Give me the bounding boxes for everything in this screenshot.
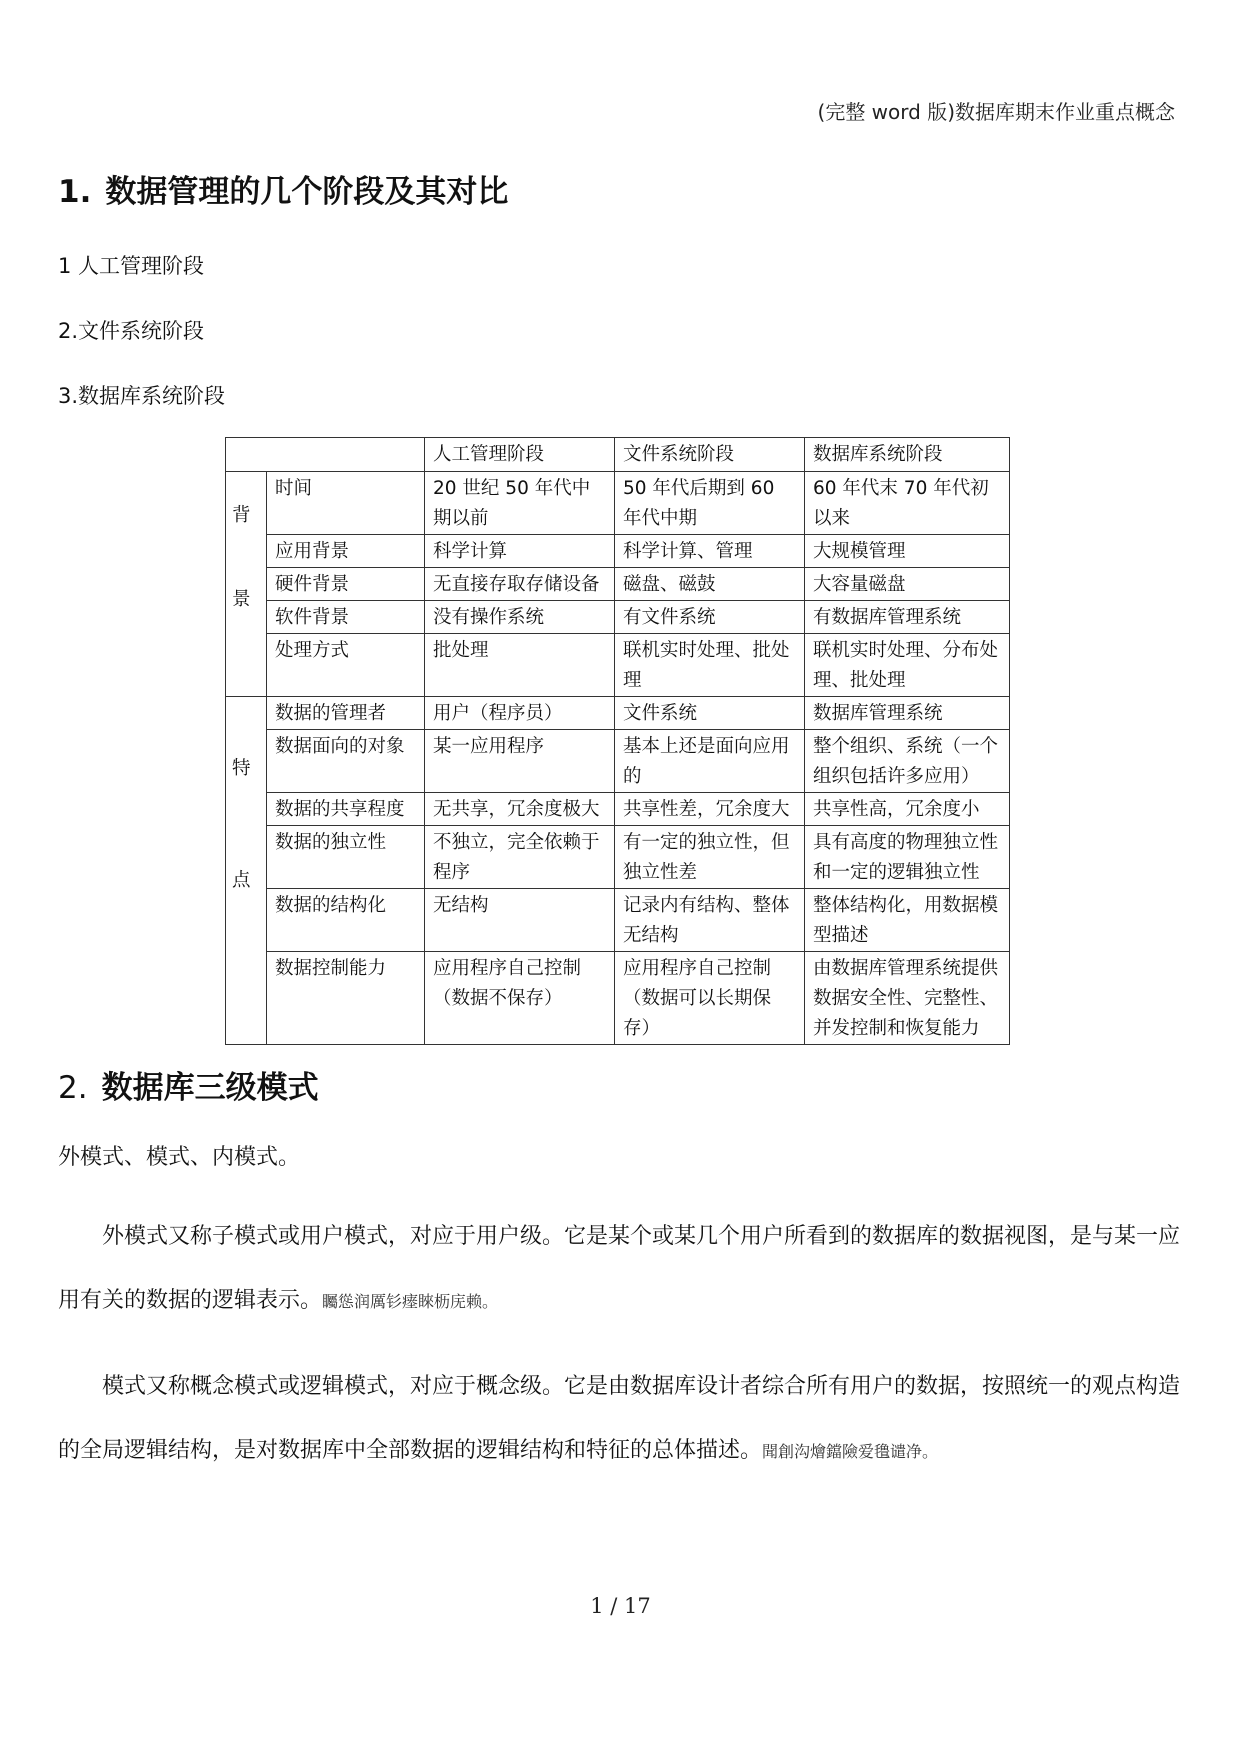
row-label: 数据控制能力 [267, 952, 425, 1045]
table-cell: 联机实时处理、批处理 [615, 634, 805, 697]
table-header-row [226, 438, 1010, 472]
row-label: 应用背景 [267, 535, 425, 568]
row-label: 数据的管理者 [267, 697, 425, 730]
table-cell: 批处理 [425, 634, 615, 697]
table-row [226, 601, 1010, 634]
table-cell: 20 世纪 50 年代中期以前 [425, 472, 615, 535]
table-cell: 共享性差，冗余度大 [615, 793, 805, 826]
stage-item-1: 1 人工管理阶段 [58, 254, 205, 278]
table-cell: 有文件系统 [615, 601, 805, 634]
row-label: 数据的独立性 [267, 826, 425, 889]
table-cell: 由数据库管理系统提供数据安全性、完整性、并发控制和恢复能力 [805, 952, 1010, 1045]
running-header: (完整 word 版)数据库期末作业重点概念 [817, 100, 1175, 124]
page-number: 1 / 17 [590, 1594, 651, 1618]
row-label: 数据面向的对象 [267, 730, 425, 793]
table-cell: 有一定的独立性，但独立性差 [615, 826, 805, 889]
external-schema-paragraph [58, 1205, 1198, 1334]
table-cell: 大容量磁盘 [805, 568, 1010, 601]
table-row [226, 730, 1010, 793]
row-label: 时间 [267, 472, 425, 535]
group-label-background: 背 景 [226, 472, 267, 697]
table-cell: 数据库管理系统 [805, 697, 1010, 730]
header-cell-db: 数据库系统阶段 [805, 438, 1010, 472]
table-cell: 有数据库管理系统 [805, 601, 1010, 634]
stage-item-2: 2.文件系统阶段 [58, 319, 205, 343]
table-row [226, 793, 1010, 826]
comparison-table [225, 437, 1010, 1045]
table-cell: 整个组织、系统（一个组织包括许多应用） [805, 730, 1010, 793]
table-cell: 无结构 [425, 889, 615, 952]
table-row [226, 889, 1010, 952]
schema-intro: 外模式、模式、内模式。 [58, 1145, 301, 1170]
external-schema-text: 外模式又称子模式或用户模式，对应于用户级。它是某个或某几个用户所看到的数据库的数据视图，是与某一应用有关的数据的逻辑表示。 [58, 1224, 1181, 1313]
section1-title: 数据管理的几个阶段及其对比 [105, 174, 509, 210]
table-row [226, 535, 1010, 568]
row-label: 数据的结构化 [267, 889, 425, 952]
table-cell: 应用程序自己控制（数据不保存） [425, 952, 615, 1045]
noise-text: 矚慫润厲钐瘗睞枥庑赖。 [322, 1292, 499, 1311]
table-cell: 没有操作系统 [425, 601, 615, 634]
table-cell: 50 年代后期到 60 年代中期 [615, 472, 805, 535]
comparison-table-wrap [225, 437, 1009, 1039]
section2-number: 2. [58, 1070, 88, 1106]
table-cell: 基本上还是面向应用的 [615, 730, 805, 793]
conceptual-schema-paragraph [58, 1355, 1198, 1484]
group-label-features: 特 点 [226, 697, 267, 1045]
table-row [226, 952, 1010, 1045]
table-cell: 共享性高，冗余度小 [805, 793, 1010, 826]
table-cell: 科学计算、管理 [615, 535, 805, 568]
table-cell: 具有高度的物理独立性和一定的逻辑独立性 [805, 826, 1010, 889]
section2-heading [58, 1062, 319, 1107]
table-cell: 无直接存取存储设备 [425, 568, 615, 601]
table-cell: 大规模管理 [805, 535, 1010, 568]
section1-heading [58, 166, 508, 211]
table-row [226, 472, 1010, 535]
table-row [226, 826, 1010, 889]
table-row [226, 697, 1010, 730]
table-cell: 磁盘、磁鼓 [615, 568, 805, 601]
noise-text: 聞創沟燴鐺險爱氇谴净。 [762, 1442, 939, 1461]
row-label: 数据的共享程度 [267, 793, 425, 826]
table-cell: 应用程序自己控制（数据可以长期保存） [615, 952, 805, 1045]
table-cell: 记录内有结构、整体无结构 [615, 889, 805, 952]
table-cell: 不独立，完全依赖于程序 [425, 826, 615, 889]
table-cell: 60 年代末 70 年代初以来 [805, 472, 1010, 535]
header-cell-manual: 人工管理阶段 [425, 438, 615, 472]
table-row [226, 568, 1010, 601]
row-label: 软件背景 [267, 601, 425, 634]
stage-item-3: 3.数据库系统阶段 [58, 384, 226, 408]
row-label: 硬件背景 [267, 568, 425, 601]
row-label: 处理方式 [267, 634, 425, 697]
table-cell: 科学计算 [425, 535, 615, 568]
section1-number: 1. [58, 174, 92, 210]
table-cell: 联机实时处理、分布处理、批处理 [805, 634, 1010, 697]
table-cell: 用户（程序员） [425, 697, 615, 730]
section2-title: 数据库三级模式 [101, 1070, 319, 1106]
table-row [226, 634, 1010, 697]
table-cell: 整体结构化，用数据模型描述 [805, 889, 1010, 952]
conceptual-schema-text: 模式又称概念模式或逻辑模式，对应于概念级。它是由数据库设计者综合所有用户的数据，按照统一的观点构造的全局逻辑结构，是对数据库中全部数据的逻辑结构和特征的总体描述。 [58, 1374, 1181, 1463]
header-cell-file: 文件系统阶段 [615, 438, 805, 472]
header-cell-blank [226, 438, 425, 472]
table-cell: 文件系统 [615, 697, 805, 730]
table-cell: 某一应用程序 [425, 730, 615, 793]
table-cell: 无共享，冗余度极大 [425, 793, 615, 826]
